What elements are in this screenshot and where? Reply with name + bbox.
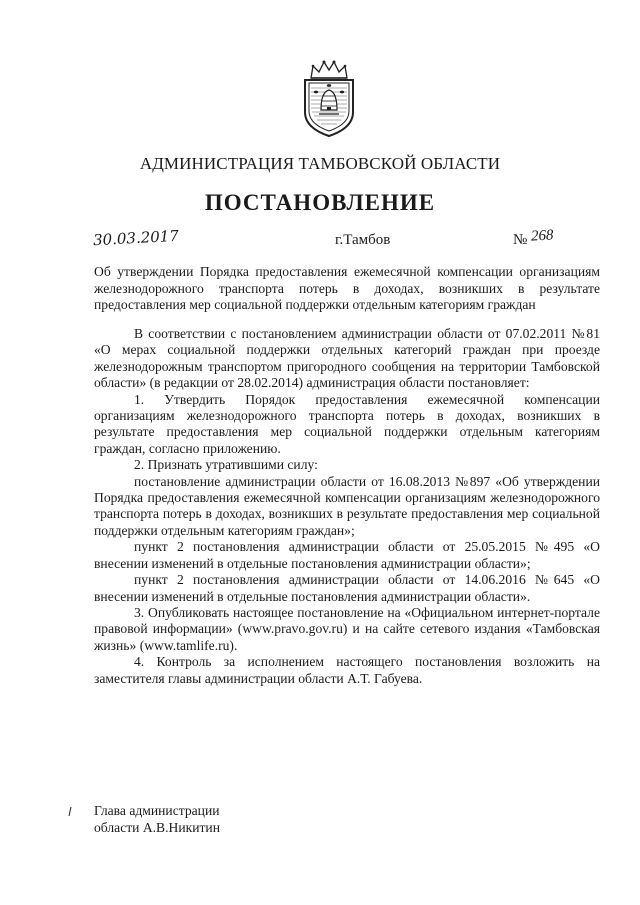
repealed-item-3: пункт 2 постановления администрации области от 14.06.2016 №645 «О внесении изменений в отдельные постановления администрации области». (94, 572, 600, 604)
organization-name: АДМИНИСТРАЦИЯ ТАМБОВСКОЙ ОБЛАСТИ (139, 154, 501, 173)
document-date: 30.03.2017 (92, 226, 180, 250)
document-title: Об утверждении Порядка предоставления ежемесячной компенсации организациям железнодорожного транспорта потерь в доходах, возникших в результате предоставления мер социальной поддержки отдельным категориям граждан (94, 264, 600, 312)
signature-position: Глава администрации (94, 803, 220, 818)
signature-name: области А.В.Никитин (94, 819, 220, 835)
signature-block (94, 803, 220, 836)
repealed-item-1: постановление администрации области от 16.08.2013 №897 «Об утверждении Порядка предоставления ежемесячной компенсации организациям железнодорожного транспорта потерь в доходах, возникших в результате предоставления мер социальной поддержки отдельным категориям граждан»; (94, 473, 600, 538)
document-number-label: № (513, 232, 528, 248)
preamble-paragraph: В соответствии с постановлением администрации области от 07.02.2011 №81 «О мерах социальной поддержки отдельных категорий граждан при проезде железнодорожным транспортом пригородного сообщения на территории Тамбовской области» (в редакции от 28.02.2014) администрация области постановляет: (94, 326, 600, 391)
document-body (94, 326, 600, 687)
document-number: 268 (530, 227, 554, 245)
clause-3-paragraph: 3. Опубликовать настоящее постановление на «Официальном интернет-портале правовой информации» (www.pravo.gov.ru) и на сайте сетевого издания «Тамбовская жизнь» (www.tamlife.ru). (94, 604, 600, 653)
clause-1-paragraph: 1. Утвердить Порядок предоставления ежемесячной компенсации организациям железнодорожного транспорта потерь в доходах, возникших в результате предоставления мер социальной поддержки отдельным категориям граждан, согласно приложению. (94, 391, 600, 456)
clause-2-paragraph: 2. Признать утратившими силу: (134, 457, 318, 473)
clause-4-paragraph: 4. Контроль за исполнением настоящего постановления возложить на заместителя главы администрации области А.Т. Габуева. (94, 654, 600, 686)
coat-of-arms-icon (297, 58, 361, 138)
document-city: г.Тамбов (335, 232, 391, 248)
pen-mark-icon (68, 807, 72, 817)
document-type-heading: ПОСТАНОВЛЕНИЕ (204, 190, 436, 215)
repealed-item-2: пункт 2 постановления администрации области от 25.05.2015 №495 «О внесении изменений в отдельные постановления администрации области»; (94, 539, 600, 571)
